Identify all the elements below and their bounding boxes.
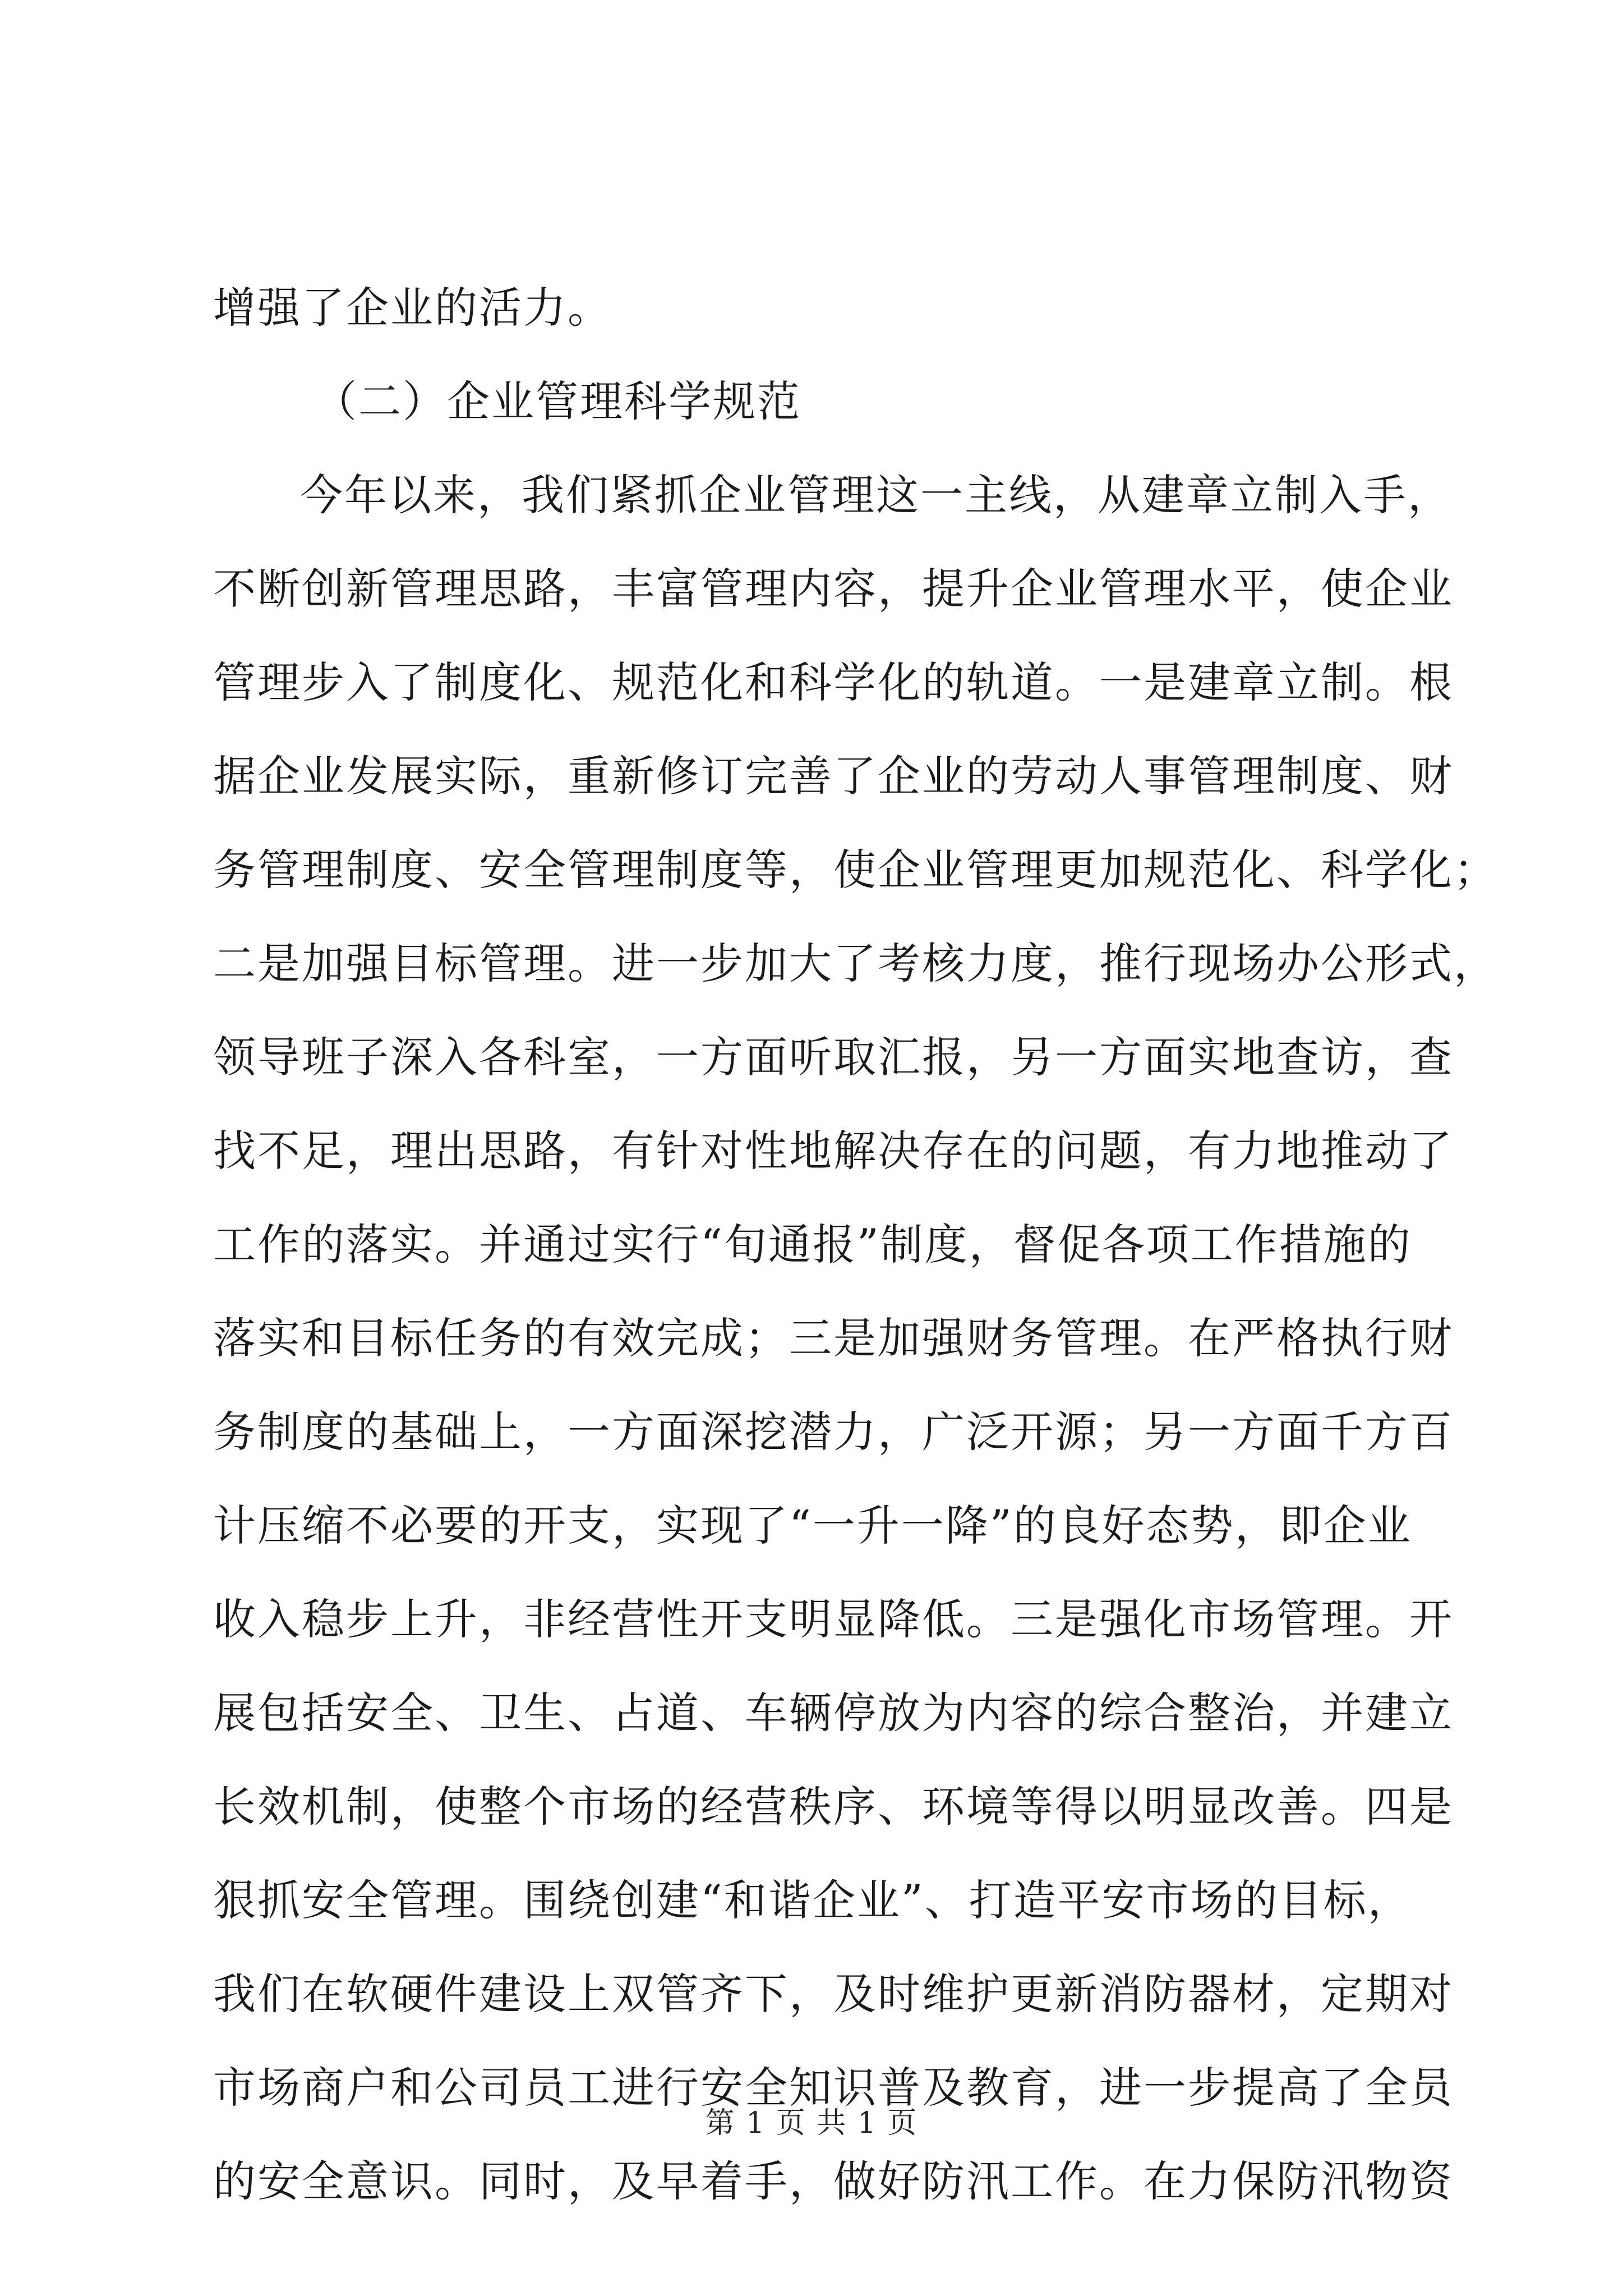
text-line: 务制度的基础上，一方面深挖潜力，广泛开源；另一方面千方百 [213, 1407, 1454, 1457]
text-line: 计压缩不必要的开支，实现了“一升一降”的良好态势，即企业 [213, 1501, 1412, 1550]
text-line: 长效机制，使整个市场的经营秩序、环境等得以明显改善。四是 [213, 1782, 1454, 1832]
text-line: 不断创新管理思路，丰富管理内容，提升企业管理水平，使企业 [213, 564, 1454, 614]
text-line: 管理步入了制度化、规范化和科学化的轨道。一是建章立制。根 [213, 657, 1454, 707]
text-line: 二是加强目标管理。进一步加大了考核力度，推行现场办公形式， [213, 938, 1498, 988]
text-line: 的安全意识。同时，及早着手，做好防汛工作。在力保防汛物资 [213, 2156, 1454, 2206]
text-line: 据企业发展实际，重新修订完善了企业的劳动人事管理制度、财 [213, 751, 1454, 801]
paragraph-first-line: 今年以来，我们紧抓企业管理这一主线，从建章立制入手， [300, 470, 1452, 520]
text-line: 增强了企业的活力。 [213, 283, 612, 333]
text-line: 收入稳步上升，非经营性开支明显降低。三是强化市场管理。开 [213, 1594, 1454, 1644]
text-line: 工作的落实。并通过实行“旬通报”制度，督促各项工作措施的 [213, 1220, 1412, 1269]
text-line: 展包括安全、卫生、占道、车辆停放为内容的综合整治，并建立 [213, 1688, 1454, 1738]
document-body [213, 261, 1498, 2228]
text-line: 务管理制度、安全管理制度等，使企业管理更加规范化、科学化； [213, 845, 1498, 895]
text-line: 我们在软硬件建设上双管齐下，及时维护更新消防器材，定期对 [213, 1969, 1454, 2019]
text-line: 狠抓安全管理。围绕创建“和谐企业”、打造平安市场的目标， [213, 1875, 1412, 1925]
text-line: 找不足，理出思路，有针对性地解决存在的问题，有力地推动了 [213, 1126, 1454, 1176]
text-line: 领导班子深入各科室，一方面听取汇报，另一方面实地查访，查 [213, 1032, 1454, 1082]
page-number-footer: 第 1 页 共 1 页 [705, 2106, 918, 2140]
section-heading: （二）企业管理科学规范 [314, 376, 801, 426]
text-line: 市场商户和公司员工进行安全知识普及教育，进一步提高了全员 [213, 2063, 1454, 2113]
text-line: 落实和目标任务的有效完成；三是加强财务管理。在严格执行财 [213, 1313, 1454, 1363]
